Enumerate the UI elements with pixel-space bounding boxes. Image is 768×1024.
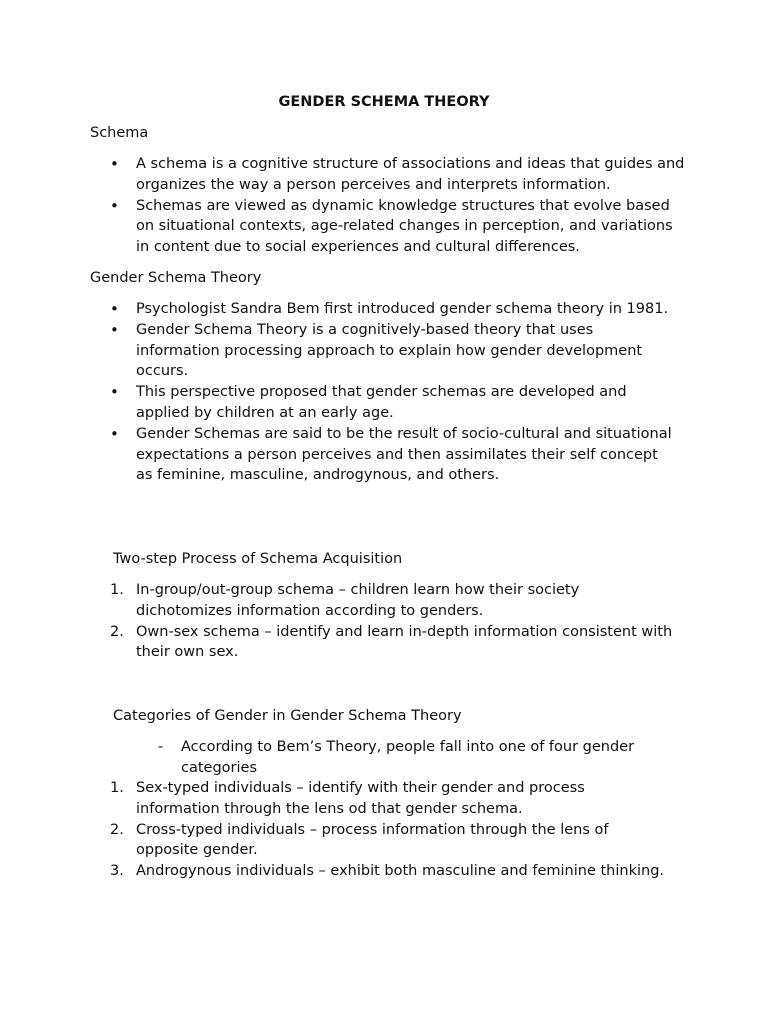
section-heading-categories: Categories of Gender in Gender Schema Theory [113,708,462,724]
list-item [110,320,678,382]
list-number: 2. [110,623,124,640]
schema-bullet-list [110,154,690,258]
list-item-text: Gender Schema Theory is a cognitively-based theory that uses information processing approach to explain how gender development occurs. [136,321,643,380]
bullet-marker: • [110,155,119,173]
gst-bullet-list [110,299,678,486]
two-step-numbered-list [110,580,675,663]
list-number: 3. [110,863,124,880]
section-heading-two-step-process: Two-step Process of Schema Acquisition [113,551,403,567]
list-item-text: In-group/out-group schema – children learn how their society dichotomizes information according to genders. [136,582,580,619]
list-item [110,622,675,664]
list-number: 2. [110,821,124,838]
list-item [110,299,678,320]
bullet-marker: • [110,383,119,402]
list-item [110,778,670,820]
list-item-text: Androgynous individuals – exhibit both masculine and feminine thinking. [136,863,665,880]
list-item [110,424,678,486]
bullet-marker: • [110,320,119,339]
categories-numbered-list [110,778,670,882]
bullet-marker: • [110,196,119,215]
list-item [110,382,678,424]
list-item-text: This perspective proposed that gender schemas are developed and applied by children at an early age. [136,384,627,421]
list-item-text: A schema is a cognitive structure of associations and ideas that guides and organizes the way a person perceives and interprets information. [136,156,685,193]
list-item [155,737,675,779]
list-item [110,820,670,862]
list-item [110,154,690,196]
list-item-text: According to Bem’s Theory, people fall into one of four gender categories [181,739,635,776]
section-heading-gender-schema-theory: Gender Schema Theory [90,270,262,286]
list-item [110,196,690,258]
section-heading-schema: Schema [90,125,149,141]
list-item-text: Gender Schemas are said to be the result of socio-cultural and situational expectations a person perceives and then assimilates their self concept as feminine, masculine, androgynous, and others. [136,425,672,484]
list-number: 1. [110,582,124,598]
dash-marker: - [158,739,164,755]
list-item-text: Psychologist Sandra Bem first introduced gender schema theory in 1981. [136,301,669,317]
list-item-text: Sex-typed individuals – identify with their gender and process information through the lens od that gender schema. [136,780,585,817]
bullet-marker: • [110,300,119,318]
bullet-marker: • [110,424,119,443]
list-item-text: Own-sex schema – identify and learn in-depth information consistent with their own sex. [136,623,673,661]
categories-dash-list [155,737,675,779]
list-number: 1. [110,780,124,796]
list-item [110,861,670,882]
list-item-text: Cross-typed individuals – process information through the lens of opposite gender. [136,821,609,859]
list-item-text: Schemas are viewed as dynamic knowledge structures that evolve based on situational contexts, age-related changes in perception, and variations in content due to social experiences and cultural differences. [136,197,673,256]
document-title: GENDER SCHEMA THEORY [278,94,490,110]
list-item [110,580,675,622]
